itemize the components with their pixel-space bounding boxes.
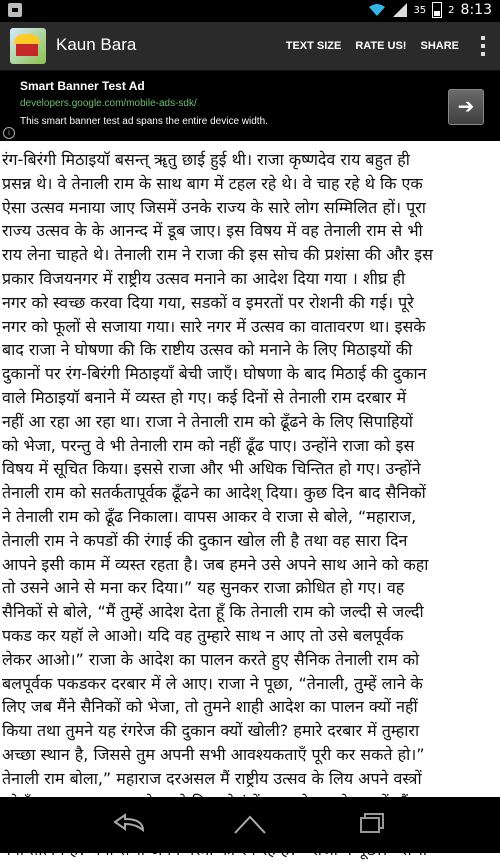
story-line: लेकर आओ।” राजा के आदेश का पालन करते हुए सैनिक तेनाली राम को [2,649,420,669]
story-line: तेनाली राम को सतर्कतापूर्वक ढूँढने का आदेश् दिया। कुछ दिन बाद सैनिकों [2,483,426,503]
story-line: किया तथा तुमने यह रंगरेज की दुकान क्यों खोली? हमारे दरबार में तुम्हारा [2,721,420,741]
overflow-menu-icon[interactable] [466,22,500,70]
ad-description: This smart banner test ad spans the entire device width. [20,116,268,127]
ad-title[interactable]: Smart Banner Test Ad [20,79,145,93]
story-line: बलपूर्वक पकडकर दरबार में ले आए। राजा ने पूछा, “तेनाली, तुम्हें लाने के [2,673,423,693]
story-line: प्रसन्न थे। वे तेनाली राम के साथ बाग में टहल रहे थे। वे चाह रहे थे कि एक [2,173,423,193]
story-line: राय लेना चाहते थे। तेनाली राम ने राजा की इस सोच की प्रशंसा की और इस [2,245,433,265]
story-scroll-view[interactable] [0,142,500,797]
home-icon[interactable] [220,807,280,843]
navigation-bar [0,797,500,853]
ad-banner[interactable] [0,71,500,141]
story-line: ऐसा उत्सव मनाया जाए जिसमें उनके राज्य के सारे लोग सम्मिलित हों। पूरा [2,197,426,217]
story-line: पकड कर यहॉ ले आओ। यदि वह तुम्हारे साथ न आए तो उसे बलपूर्वक [2,625,404,645]
story-line: तेनाली राम बोला,” महाराज दरअसल मैं राष्ट्रीय उत्सव के लिय अपने वस्त्रों [2,768,422,788]
story-line: बाद राजा ने घोषणा की कि राष्टीय उत्सव को मनाने के लिए मिठाइयों की [2,340,413,360]
app-title: Kaun Bara [56,35,137,54]
ad-arrow-icon[interactable]: ➔ [448,89,484,125]
share-button[interactable]: SHARE [420,40,459,52]
story-line: वाले मिठाइयॉ बनाने में व्यस्त हो गए। कई दिनों से तेनाली राम दरबार में [2,387,407,407]
story-line: को भेजा, परन्तु वे भी तेनाली राम को नहीं ढूँढ पाए। उन्होंने राजा को इस [2,435,415,455]
story-line: विषय में सूचित किया। इससे राजा और भी अधिक चिन्तित हो गए। उन्होंने [2,459,421,479]
recent-apps-icon[interactable] [340,807,400,843]
story-line: प्रकार विजयनगर में राष्ट्रीय उत्सव मनाने का आदेश दिया गया । शीघ्र ही [2,268,406,288]
story-line: अच्छा स्थान है, जिससे तुम अपनी सभी आवश्यकताएँ पूरी कर सकते हो।” [2,744,425,764]
notification-icon [8,3,22,17]
status-icons [369,2,492,18]
story-line: दुकानों पर रंग-बिरंगी मिठाइयॉं बेची जाएँ। घोषणा के बाद मिठाई की दुकान [2,364,427,384]
story-line: रंग-बिरंगी मिठाइयॉ बसन्त् ॠतु छाई हुई थी। राजा कृष्णदेव राय बहुत ही [2,150,410,169]
ad-url[interactable]: developers.google.com/mobile-ads-sdk/ [20,98,197,109]
story-line: ने तेनाली राम को ढूँढ निकाला। वापस आकर वे राजा से बोले, “महाराज, [2,506,417,526]
story-line: नगर को स्वच्छ करवा दिया गया, सडकों व इमरतों पर रोशनी की गई। पूरे [2,292,414,312]
story-line: सैनिकों से बोले, “मैं तुम्हें आदेश देता हूँ कि तेनाली राम को जल्दी से जल्दी [2,602,424,622]
story-text [0,142,500,862]
app-icon[interactable] [10,28,46,64]
story-line: नगर को फूलों से सजाया गया। सारे नगर में उत्सव का वातावरण था। इसके [2,316,426,336]
ad-info-icon[interactable]: i [3,127,15,139]
battery-label: 2 [448,4,455,16]
action-bar [0,22,500,71]
story-line: आपने इसी काम में व्यस्त रहता है। जब हमने उसे अपने साथ आने को कहा [2,554,429,574]
battery-icon [432,2,442,18]
cell-signal-icon [391,3,407,17]
rate-us-button[interactable]: RATE US! [355,40,407,52]
story-line: तेनाली राम ने कपडों की रंगाई की दुकान खोल ली है तथा वह सारा दिन [2,530,408,550]
action-buttons [279,22,500,70]
status-bar [0,0,500,22]
signal-label: 35 [413,4,427,16]
clock: 8:13 [460,2,492,18]
back-arrow-icon[interactable] [100,807,160,843]
wifi-icon [369,3,385,17]
story-line: तो उसने आने से मना कर दिया।” यह सुनकर राजा क्रोधित हो गए। वह [2,578,405,598]
story-line: नहीं आ रहा आ रहा था। राजा ने तेनाली राम को ढूँढने के लिए सिपाहियों [2,411,413,431]
story-line: राज्य उत्सव के के आनन्द में डूब जाए। इस विषय में वह तेनाली राम से भी [2,221,423,241]
text-size-button[interactable]: TEXT SIZE [285,40,342,52]
story-line: लिए जब मैंने सैनिकों को भेजा, तो तुमने शाही आदेश का पालन क्यों नहीं [2,697,418,717]
